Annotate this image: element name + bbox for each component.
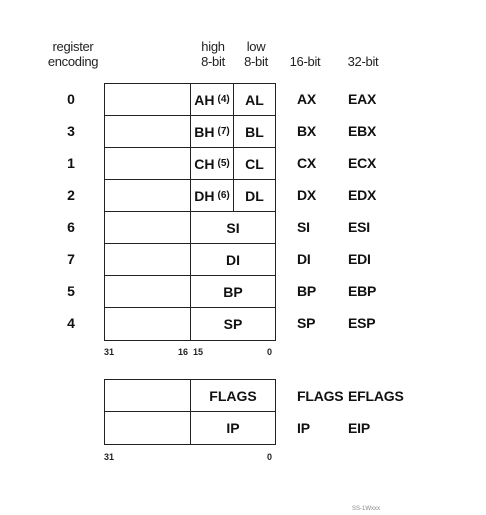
reg16-ax: AX <box>297 91 317 107</box>
reg32-esi: ESI <box>348 219 370 235</box>
gp-register-box <box>104 83 276 341</box>
reg-ah-cell <box>191 84 234 116</box>
upper-half-cell <box>105 412 191 444</box>
header-encoding-label: encoding <box>47 54 99 69</box>
header-high-8bit-label: 8-bit <box>201 54 225 69</box>
reg16-sp: SP <box>297 315 316 331</box>
reg32-esp: ESP <box>348 315 376 331</box>
upper-half-cell <box>105 308 191 340</box>
upper-half-cell <box>105 380 191 412</box>
upper-half-cell <box>105 116 191 148</box>
header-low-label: low <box>246 39 266 54</box>
encoding-ecx: 1 <box>67 155 75 171</box>
reg16-di: DI <box>297 251 311 267</box>
upper-half-cell <box>105 84 191 116</box>
reg-cl: CL <box>234 148 275 180</box>
reg16-bx: BX <box>297 123 317 139</box>
special-register-box <box>104 379 276 445</box>
reg32-eip: EIP <box>348 420 370 436</box>
reg-flags: FLAGS <box>191 380 275 412</box>
reg16-ip: IP <box>297 420 310 436</box>
reg32-ebp: EBP <box>348 283 377 299</box>
reg16-si: SI <box>297 219 310 235</box>
reg-sp: SP <box>223 316 243 332</box>
reg16-cx: CX <box>297 155 317 171</box>
encoding-eax: 0 <box>67 91 75 107</box>
bit-15-label: 15 <box>193 347 204 357</box>
reg-dl: DL <box>234 180 275 212</box>
reg-bl: BL <box>234 116 275 148</box>
reg32-ecx: ECX <box>348 155 377 171</box>
reg-dh-cell <box>191 180 234 212</box>
reg16-dx: DX <box>297 187 317 203</box>
special-bit-31-label: 31 <box>104 452 115 462</box>
header-low-8bit-label: 8-bit <box>244 54 268 69</box>
upper-half-cell <box>105 180 191 212</box>
reg-si: SI <box>191 212 275 244</box>
reg-di: DI <box>191 244 275 276</box>
figure-id-text: SS-1Wxxx <box>352 506 381 512</box>
header-32bit: 32-bit <box>347 54 379 69</box>
encoding-ebx: 3 <box>67 123 75 139</box>
reg32-eflags: EFLAGS <box>348 388 404 404</box>
header-register-encoding <box>38 39 108 69</box>
header-high-label: high <box>201 39 225 54</box>
reg-bh-encoding: (7) <box>217 126 230 137</box>
encoding-ebp: 5 <box>67 283 75 299</box>
reg-ah-encoding: (4) <box>217 94 230 105</box>
reg-bh: BH <box>194 123 215 140</box>
encoding-esi: 6 <box>67 219 75 235</box>
reg-ch-encoding: (5) <box>217 158 230 169</box>
reg-al: AL <box>234 84 275 116</box>
reg32-edx: EDX <box>348 187 377 203</box>
reg-ah: AH <box>194 91 215 108</box>
reg-ip: IP <box>226 420 240 436</box>
header-low-8bit <box>235 39 277 69</box>
bit-0-label: 0 <box>267 347 273 357</box>
reg-bp: BP <box>191 276 275 308</box>
bit-31-label: 31 <box>104 347 115 357</box>
reg-ch: CH <box>194 155 215 172</box>
upper-half-cell <box>105 212 191 244</box>
upper-half-cell <box>105 276 191 308</box>
reg32-ebx: EBX <box>348 123 377 139</box>
reg-bh-cell <box>191 116 234 148</box>
header-high-8bit <box>192 39 234 69</box>
reg16-bp: BP <box>297 283 317 299</box>
reg16-flags: FLAGS <box>297 388 344 404</box>
upper-half-cell <box>105 244 191 276</box>
reg-ch-cell <box>191 148 234 180</box>
reg32-eax: EAX <box>348 91 377 107</box>
upper-half-cell <box>105 148 191 180</box>
reg-dh-encoding: (6) <box>217 190 230 201</box>
header-register-label: register <box>52 39 94 54</box>
bit-16-label: 16 <box>178 347 189 357</box>
reg-dh: DH <box>194 187 215 204</box>
special-bit-0-label: 0 <box>267 452 273 462</box>
header-16bit: 16-bit <box>289 54 321 69</box>
reg32-edi: EDI <box>348 251 371 267</box>
encoding-edx: 2 <box>67 187 75 203</box>
encoding-edi: 7 <box>67 251 75 267</box>
encoding-esp: 4 <box>67 315 75 331</box>
